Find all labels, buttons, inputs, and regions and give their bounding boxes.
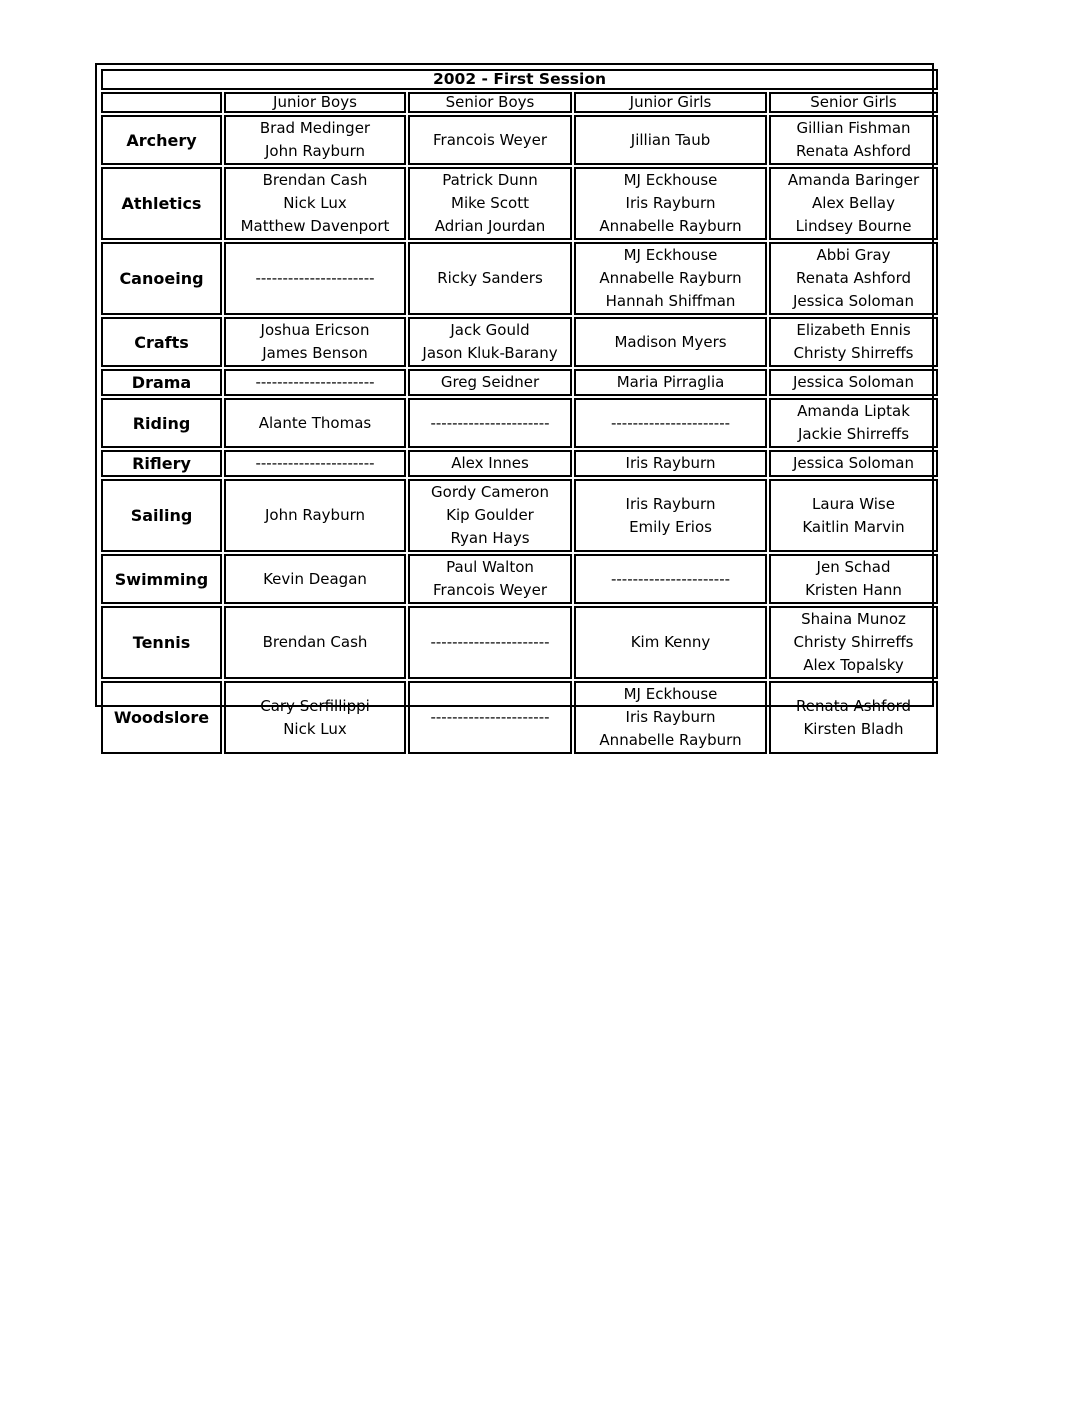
camper-name: Amanda Liptak <box>797 402 910 420</box>
camper-name: Jack Gould <box>450 321 530 339</box>
camper-name: Gillian Fishman <box>796 119 911 137</box>
camper-name: ---------------------- <box>430 633 550 651</box>
camper-name: Alex Innes <box>451 454 529 472</box>
roster-cell-senior-girls <box>769 167 938 240</box>
roster-cell-junior-boys <box>224 398 406 448</box>
camper-name: Lindsey Bourne <box>795 217 912 235</box>
roster-cell-senior-girls <box>769 554 938 604</box>
roster-cell-junior-boys <box>224 242 406 315</box>
camper-name: Renata Ashford <box>796 142 911 160</box>
camper-name: ---------------------- <box>255 373 375 391</box>
roster-cell-senior-girls <box>769 398 938 448</box>
camper-name: Alante Thomas <box>258 413 372 432</box>
camper-name: Christy Shirreffs <box>793 633 914 651</box>
camper-name: Laura Wise <box>812 494 895 513</box>
camper-name: Amanda Baringer <box>787 171 920 189</box>
camper-name: Kim Kenny <box>630 633 711 651</box>
roster-cell-junior-boys <box>224 554 406 604</box>
roster-cell-senior-boys <box>408 317 572 367</box>
activity-name: Archery <box>101 115 222 165</box>
activity-row <box>101 317 938 367</box>
camper-name: Jessica Soloman <box>793 373 915 391</box>
roster-cell-senior-girls <box>769 369 938 396</box>
camper-name: Elizabeth Ennis <box>796 321 911 339</box>
camper-name: Joshua Ericson <box>260 321 370 339</box>
camper-name: Renata Ashford <box>796 269 911 287</box>
camper-name: Brendan Cash <box>262 633 368 651</box>
roster-cell-junior-boys <box>224 317 406 367</box>
camper-name: MJ Eckhouse <box>623 171 718 189</box>
activity-name: Swimming <box>101 554 222 604</box>
roster-cell-junior-girls <box>574 369 767 396</box>
camper-name: ---------------------- <box>430 413 550 432</box>
roster-cell-senior-boys <box>408 681 572 754</box>
roster-cell-junior-girls <box>574 242 767 315</box>
activity-row <box>101 242 938 315</box>
roster-cell-junior-girls <box>574 398 767 448</box>
camper-name: Brendan Cash <box>262 171 368 189</box>
camper-name: Abbi Gray <box>816 246 891 264</box>
activity-name: Tennis <box>101 606 222 679</box>
roster-cell-junior-boys <box>224 479 406 552</box>
roster-cell-junior-boys <box>224 369 406 396</box>
camper-name: Jackie Shirreffs <box>797 425 910 443</box>
camper-name: Jillian Taub <box>630 130 711 149</box>
camper-name: ---------------------- <box>610 569 731 588</box>
activity-row <box>101 115 938 165</box>
page-title: 2002 - First Session <box>101 69 938 90</box>
roster-cell-senior-boys <box>408 554 572 604</box>
camper-name: John Rayburn <box>265 142 365 160</box>
roster-cell-junior-girls <box>574 115 767 165</box>
roster-cell-senior-boys <box>408 242 572 315</box>
roster-cell-junior-girls <box>574 450 767 477</box>
roster-cell-junior-boys <box>224 606 406 679</box>
camper-name: MJ Eckhouse <box>623 685 718 703</box>
camper-name: ---------------------- <box>255 269 375 287</box>
camper-name: Kevin Deagan <box>263 569 367 588</box>
activity-name: Crafts <box>101 317 222 367</box>
activity-name: Woodslore <box>101 681 222 754</box>
roster-cell-senior-boys <box>408 167 572 240</box>
camper-name: Annabelle Rayburn <box>599 217 742 235</box>
camper-name: Christy Shirreffs <box>793 344 914 362</box>
camper-name: Alex Bellay <box>812 194 895 212</box>
camper-name: Iris Rayburn <box>625 708 716 726</box>
activity-name: Drama <box>101 369 222 396</box>
roster-cell-senior-boys <box>408 450 572 477</box>
camper-name: James Benson <box>262 344 368 362</box>
activity-row <box>101 167 938 240</box>
camper-name: Iris Rayburn <box>625 194 716 212</box>
header-row <box>101 92 938 113</box>
roster-cell-senior-girls <box>769 606 938 679</box>
activity-name: Riding <box>101 398 222 448</box>
activity-row <box>101 681 938 754</box>
roster-cell-senior-boys <box>408 606 572 679</box>
camper-name: Jessica Soloman <box>793 454 915 472</box>
camper-name: Patrick Dunn <box>442 171 538 189</box>
roster-cell-junior-boys <box>224 450 406 477</box>
camper-name: Madison Myers <box>614 332 727 351</box>
camper-name: Brad Medinger <box>259 119 371 137</box>
activity-name: Canoeing <box>101 242 222 315</box>
roster-cell-senior-girls <box>769 479 938 552</box>
camper-name: Maria Pirraglia <box>616 373 725 391</box>
camper-name: Greg Seidner <box>440 373 540 391</box>
roster-cell-senior-girls <box>769 681 938 754</box>
camper-name: Iris Rayburn <box>625 494 716 513</box>
roster-cell-senior-girls <box>769 115 938 165</box>
camper-name: Alex Topalsky <box>803 656 904 674</box>
camper-name: Francois Weyer <box>432 130 548 149</box>
roster-cell-senior-girls <box>769 242 938 315</box>
roster-cell-junior-boys <box>224 681 406 754</box>
activity-row <box>101 479 938 552</box>
roster-cell-senior-boys <box>408 369 572 396</box>
camper-name: Ricky Sanders <box>437 269 543 287</box>
camper-name: Hannah Shiffman <box>605 292 736 310</box>
camper-name: MJ Eckhouse <box>623 246 718 264</box>
camper-name: Cary Serfillippi <box>260 696 370 715</box>
column-header-junior-girls: Junior Girls <box>574 92 767 113</box>
camper-name: John Rayburn <box>265 506 365 524</box>
camper-name: Adrian Jourdan <box>434 217 546 235</box>
roster-cell-senior-boys <box>408 479 572 552</box>
camper-name: Annabelle Rayburn <box>599 269 742 287</box>
camper-name: ---------------------- <box>430 708 550 726</box>
roster-cell-junior-girls <box>574 554 767 604</box>
camper-name: ---------------------- <box>610 413 731 432</box>
camper-name: Matthew Davenport <box>240 217 390 235</box>
camper-name: Gordy Cameron <box>431 483 549 501</box>
activity-row <box>101 369 938 396</box>
activity-name: Athletics <box>101 167 222 240</box>
camper-name: Nick Lux <box>283 194 347 212</box>
activity-row <box>101 554 938 604</box>
roster-cell-senior-boys <box>408 398 572 448</box>
activity-name: Sailing <box>101 479 222 552</box>
roster-cell-senior-boys <box>408 115 572 165</box>
camper-name: Francois Weyer <box>432 581 548 599</box>
activity-row <box>101 450 938 477</box>
camper-name: Jessica Soloman <box>793 292 915 310</box>
camper-name: Jen Schad <box>816 558 891 576</box>
column-header-senior-girls: Senior Girls <box>769 92 938 113</box>
column-header-junior-boys: Junior Boys <box>224 92 406 113</box>
camper-name: Emily Erios <box>629 517 712 536</box>
camper-name: Jason Kluk-Barany <box>422 344 558 362</box>
title-row <box>101 69 938 90</box>
roster-cell-junior-girls <box>574 681 767 754</box>
camper-name: Kirsten Bladh <box>803 719 904 738</box>
camper-name: Mike Scott <box>451 194 529 212</box>
roster-cell-junior-girls <box>574 479 767 552</box>
corner-cell <box>101 92 222 113</box>
roster-cell-junior-girls <box>574 317 767 367</box>
activity-row <box>101 606 938 679</box>
camper-name: Nick Lux <box>283 719 347 738</box>
roster-cell-junior-boys <box>224 115 406 165</box>
camper-name: Iris Rayburn <box>625 454 716 472</box>
camper-name: Kristen Hann <box>805 581 902 599</box>
camper-name: Kip Goulder <box>446 506 534 524</box>
camper-name: Annabelle Rayburn <box>599 731 742 749</box>
column-header-senior-boys: Senior Boys <box>408 92 572 113</box>
session-sheet <box>95 63 934 749</box>
roster-cell-junior-girls <box>574 167 767 240</box>
roster-cell-junior-girls <box>574 606 767 679</box>
roster-cell-senior-girls <box>769 317 938 367</box>
activity-name: Riflery <box>101 450 222 477</box>
roster-cell-junior-boys <box>224 167 406 240</box>
roster-cell-senior-girls <box>769 450 938 477</box>
camper-name: ---------------------- <box>255 454 375 472</box>
activity-row <box>101 398 938 448</box>
camper-name: Ryan Hays <box>450 529 530 547</box>
camper-name: Renata Ashford <box>796 696 911 715</box>
activity-roster-table <box>99 67 940 756</box>
camper-name: Shaina Munoz <box>801 610 906 628</box>
camper-name: Paul Walton <box>446 558 534 576</box>
camper-name: Kaitlin Marvin <box>802 517 905 536</box>
